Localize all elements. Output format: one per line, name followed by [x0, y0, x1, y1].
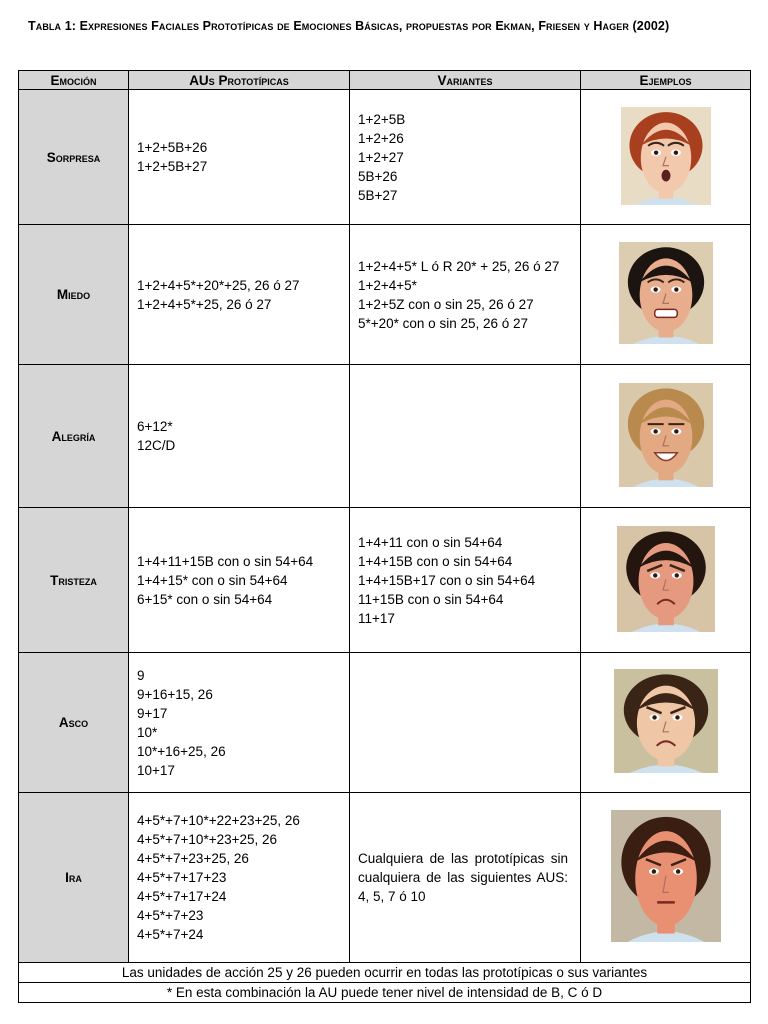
variants-cell [350, 508, 581, 653]
example-cell [581, 653, 751, 793]
disgusted-face-photo [614, 669, 718, 773]
header-row [19, 71, 751, 90]
au-variant: 1+2+26 [358, 130, 404, 146]
au-combination: 1+4+11+15B con o sin 54+64 [137, 553, 314, 569]
variants-cell [350, 793, 581, 963]
disgusted-face-photo-drawing [614, 669, 718, 773]
emotion-row [19, 793, 751, 963]
au-variant: 1+4+15B con o sin 54+64 [358, 553, 513, 569]
prototypical-aus-cell [129, 365, 350, 508]
example-cell [581, 508, 751, 653]
footnote-au-25-26: Las unidades de acción 25 y 26 pueden ocurrir en todas las prototípicas o sus variantes [19, 963, 751, 983]
au-combination: 4+5*+7+10*+23+25, 26 [137, 832, 278, 847]
header-variants: Variantes [350, 71, 581, 90]
au-combination: 4+5*+7+23+25, 26 [137, 851, 249, 866]
au-combination: 10+17 [137, 762, 175, 778]
au-combination: 4+5*+7+17+24 [137, 889, 227, 904]
au-combination: 1+2+4+5*+20*+25, 26 ó 27 [137, 277, 300, 293]
au-combination: 9+17 [137, 705, 168, 721]
header-emotion: Emoción [19, 71, 129, 90]
footnote-intensity: * En esta combinación la AU puede tener nivel de intensidad de B, C ó D [19, 983, 751, 1003]
variants-cell [350, 653, 581, 793]
au-combination: 1+4+15* con o sin 54+64 [137, 572, 288, 588]
prototypical-aus-cell [129, 90, 350, 225]
prototypical-aus-cell [129, 653, 350, 793]
emotion-row [19, 90, 751, 225]
emotion-row [19, 653, 751, 793]
emotion-row [19, 225, 751, 365]
example-cell [581, 225, 751, 365]
au-variant: 1+2+5Z con o sin 25, 26 ó 27 [358, 296, 534, 312]
au-combination: 10* [137, 724, 158, 740]
angry-face-photo [611, 810, 721, 942]
sad-face-photo [617, 526, 715, 632]
sad-face-photo-drawing [617, 526, 715, 632]
surprised-face-photo-drawing [621, 107, 711, 205]
au-combination: 1+2+5B+27 [137, 159, 208, 174]
au-variant: 11+15B con o sin 54+64 [358, 591, 504, 607]
happy-face-photo-drawing [619, 383, 713, 487]
au-combination: 9+16+15, 26 [137, 686, 213, 702]
au-variant: 1+2+27 [358, 149, 404, 165]
au-combination: 6+15* con o sin 54+64 [137, 591, 273, 607]
au-combination: 9 [137, 667, 145, 683]
prototypical-aus-cell [129, 508, 350, 653]
footnote-row [19, 983, 751, 1003]
emotions-table [18, 70, 751, 1003]
fearful-face-photo-drawing [619, 242, 713, 344]
emotion-name: Tristeza [19, 508, 129, 653]
au-combination: 4+5*+7+23 [137, 908, 204, 923]
variants-cell [350, 90, 581, 225]
header-examples: Ejemplos [581, 71, 751, 90]
au-combination: 10*+16+25, 26 [137, 743, 226, 759]
au-combination: 6+12* [137, 419, 173, 434]
fearful-face-photo [619, 242, 713, 344]
au-variant: 5B+27 [358, 187, 398, 203]
au-combination: 1+2+5B+26 [137, 140, 208, 155]
footnote-row [19, 963, 751, 983]
au-variant: 1+4+15B+17 con o sin 54+64 [358, 572, 536, 588]
emotion-name: Ira [19, 793, 129, 963]
au-combination: 4+5*+7+24 [137, 927, 204, 942]
prototypical-aus-cell [129, 225, 350, 365]
prototypical-aus-cell [129, 793, 350, 963]
variants-cell [350, 365, 581, 508]
emotion-row [19, 365, 751, 508]
au-variant: 11+17 [358, 610, 395, 626]
surprised-face-photo [621, 107, 711, 205]
example-cell [581, 793, 751, 963]
au-variant: Cualquiera de las prototípicas sin cualquiera de las siguientes AUS: 4, 5, 7 ó 10 [358, 851, 568, 904]
au-variant: 1+2+4+5* [358, 277, 417, 293]
au-variant: 5*+20* con o sin 25, 26 ó 27 [358, 315, 529, 331]
au-combination: 1+2+4+5*+25, 26 ó 27 [137, 296, 272, 312]
emotion-name: Miedo [19, 225, 129, 365]
emotion-name: Asco [19, 653, 129, 793]
example-cell [581, 90, 751, 225]
au-variant: 1+4+11 con o sin 54+64 [358, 534, 503, 550]
happy-face-photo [619, 383, 713, 487]
table-caption: Tabla 1: Expresiones Faciales Prototípicas de Emociones Básicas, propuestas por Ekman, Friesen y Hager (2002) [28, 19, 670, 33]
header-prototypical-aus: AUs Prototípicas [129, 71, 350, 90]
au-combination: 12C/D [137, 438, 176, 453]
example-cell [581, 365, 751, 508]
au-variant: 1+2+5B [358, 111, 406, 127]
au-combination: 4+5*+7+10*+22+23+25, 26 [137, 813, 300, 828]
emotion-name: Alegría [19, 365, 129, 508]
au-variant: 5B+26 [358, 168, 398, 184]
emotion-name: Sorpresa [19, 90, 129, 225]
variants-cell [350, 225, 581, 365]
au-variant: 1+2+4+5* L ó R 20* + 25, 26 ó 27 [358, 258, 560, 274]
au-combination: 4+5*+7+17+23 [137, 870, 227, 885]
emotion-row [19, 508, 751, 653]
angry-face-photo-drawing [611, 810, 721, 942]
